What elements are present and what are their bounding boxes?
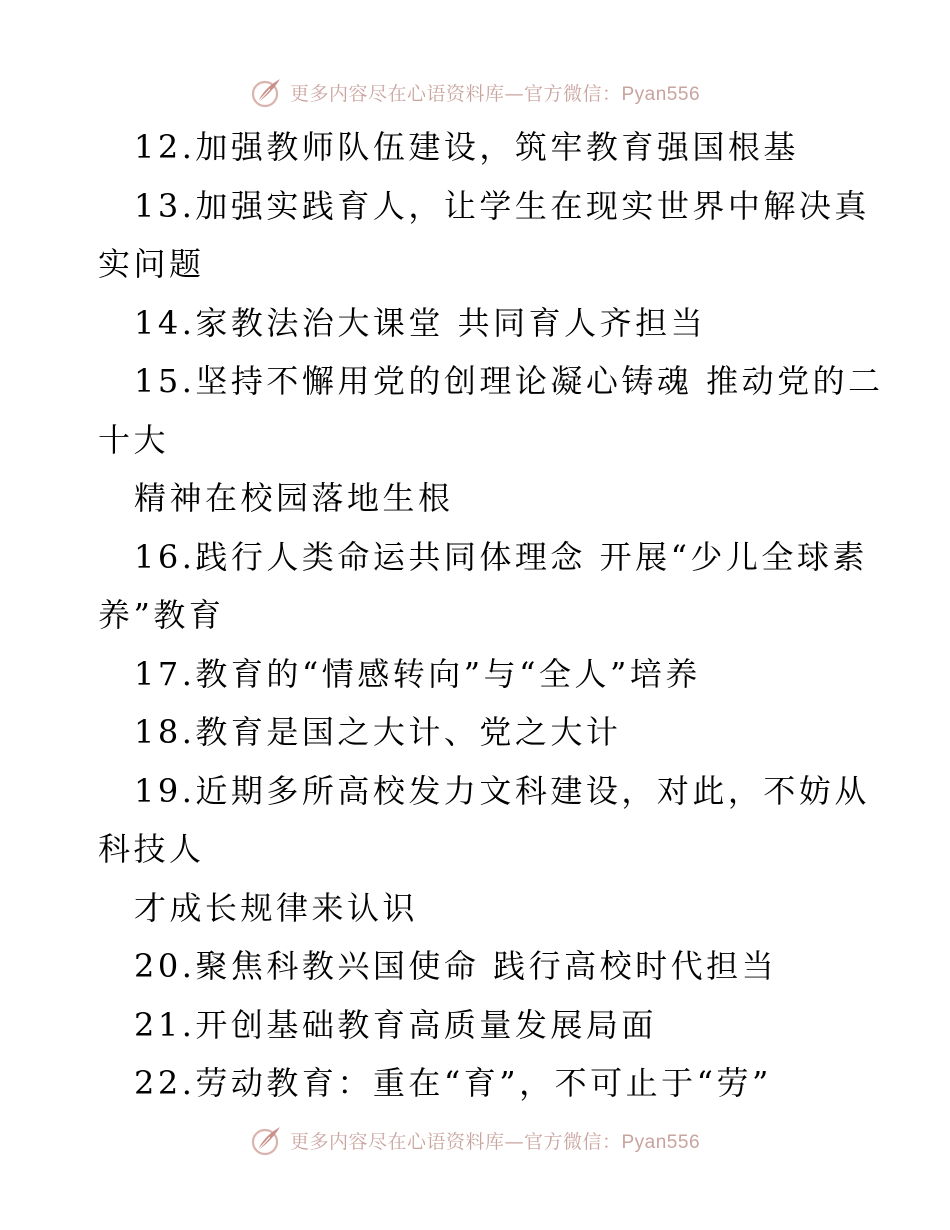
text-line: 20.聚焦科教兴国使命 践行高校时代担当 bbox=[134, 947, 778, 985]
text-line: 21.开创基础教育高质量发展局面 bbox=[134, 1005, 657, 1044]
watermark-text: 更多内容尽在心语资料库—官方微信：Pyan556 bbox=[289, 1130, 701, 1153]
text-line: 19.近期多所高校发力文科建设，对此，不妨从 bbox=[134, 771, 870, 810]
text-line: 15.坚持不懈用党的创理论凝心铸魂 推动党的二 bbox=[134, 362, 884, 400]
text-line: 实问题 bbox=[98, 245, 205, 283]
text-line: 13.加强实践育人，让学生在现实世界中解决真 bbox=[134, 186, 870, 225]
text-line: 14.家教法治大课堂 共同育人齐担当 bbox=[134, 303, 707, 342]
text-line: 22.劳动教育：重在“育”，不可止于“劳” bbox=[134, 1064, 772, 1102]
document-body bbox=[98, 118, 884, 1113]
text-line: 12.加强教师队伍建设，筑牢教育强国根基 bbox=[134, 128, 799, 166]
text-line: 精神在校园落地生根 bbox=[134, 479, 454, 517]
text-line: 科技人 bbox=[98, 830, 205, 868]
header-watermark bbox=[0, 72, 950, 112]
text-line: 才成长规律来认识 bbox=[134, 888, 419, 927]
text-line: 17.教育的“情感转向”与“全人”培养 bbox=[134, 654, 701, 693]
watermark-text: 更多内容尽在心语资料库—官方微信：Pyan556 bbox=[289, 82, 701, 105]
quill-logo-icon bbox=[250, 75, 284, 109]
quill-logo-icon bbox=[250, 1123, 284, 1157]
text-line: 18.教育是国之大计、党之大计 bbox=[134, 713, 622, 751]
text-line: 养”教育 bbox=[98, 596, 225, 634]
text-line: 16.践行人类命运共同体理念 开展“少儿全球素 bbox=[134, 537, 868, 576]
footer-watermark bbox=[0, 1120, 950, 1160]
text-line: 十大 bbox=[98, 420, 170, 459]
